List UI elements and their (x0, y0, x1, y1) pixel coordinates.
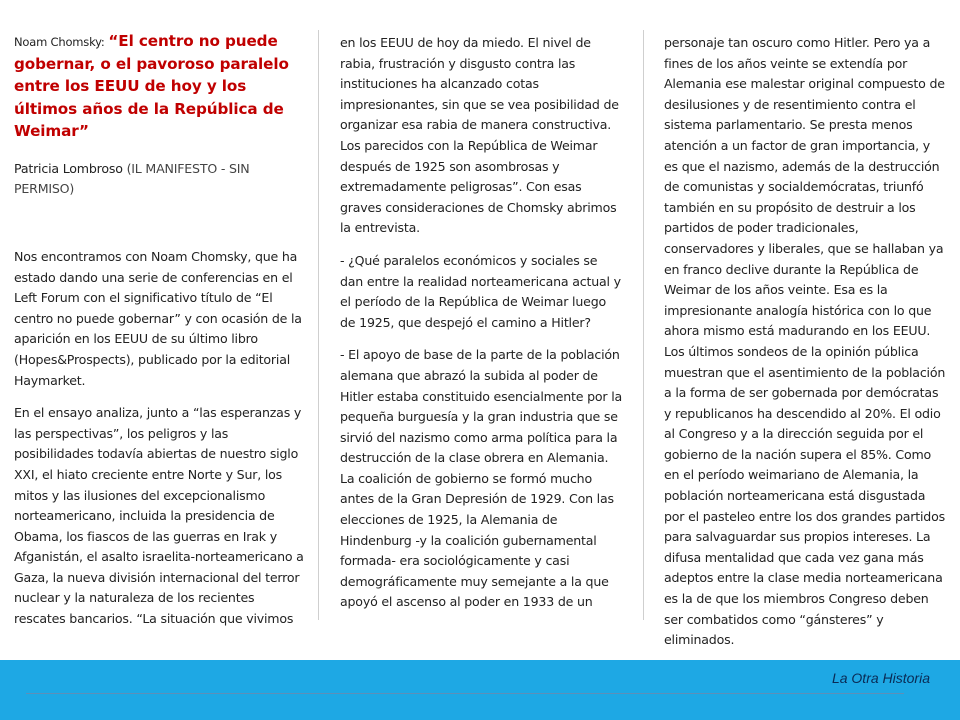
column-divider (643, 30, 644, 620)
headline-block (14, 30, 304, 143)
paragraph: En el ensayo analiza, junto a “las esperanzas y las perspectivas”, los peligros y las posibilidades todavía abiertas de nuestro siglo XXI, el hiato creciente entre Norte y Sur, los mitos y las ilusiones del excepcionalismo norteamericano, incluida la presidencia de Obama, los fiascos de las guerras en Irak y Afganistán, el asalto israelita-norteamericano a Gaza, la nueva división internacional del terror nuclear y la naturaleza de los recientes rescates bancarios. “La situación que vivimos (14, 405, 304, 627)
footer-bar (0, 660, 960, 720)
paragraph: personaje tan oscuro como Hitler. Pero ya a fines de los años veinte se extendía por Alemania ese malestar original compuesto de desilusiones y de resentimiento contra el sistema parlamentario. Se presta menos atención a un factor de gran importancia, y es que el nazismo, además de la destrucción de comunistas y socialdemócratas, triunfó también en su propósito de destruir a los partidos de poder tradicionales, conservadores y liberales, que se hallaban ya en franco declive durante la República de Weimar de los años veinte. Esa es la impresionante analogía histórica con lo que ahora mismo está madurando en los EEUU. Los últimos sondeos de la opinión pública muestran que el asentimiento de la población a la forma de ser gobernada por demócratas y republicanos ha descendido al 20%. El odio al Congreso y a la dirección seguida por el gobierno de la nación supera el 85%. Como en el período weimariano de Alemania, la población norteamericana está disgustada por el pasteleo entre los dos grandes partidos para salvaguardar sus propios intereses. La difusa mentalidad que cada vez gana más adeptos entre la clase media norteamericana es la de que los miembros Congreso deben ser combatidos como “gánsteres” y eliminados. (664, 35, 946, 648)
paragraph: en los EEUU de hoy da miedo. El nivel de rabia, frustración y disgusto contra las instituciones ha alcanzado cotas impresionantes, sin que se vea posibilidad de organizar esa rabia de manera constructiva. Los parecidos con la República de Weimar después de 1925 son asombrosas y extremadamente peligrosas”. Con esas graves consideraciones de Chomsky abrimos la entrevista. (340, 35, 619, 236)
article-column-3 (664, 33, 946, 660)
article-column-1 (14, 30, 304, 660)
author-line (14, 159, 304, 199)
column-1-body (14, 247, 304, 630)
paragraph: Nos encontramos con Noam Chomsky, que ha estado dando una serie de conferencias en el Left Forum con el significativo título de “El centro no puede gobernar” y con ocasión de la aparición en los EEUU de su último libro (Hopes&Prospects), publicado por la editorial Haymarket. (14, 248, 302, 388)
headline: “El centro no puede gobernar, o el pavoroso paralelo entre los EEUU de hoy y los últimos años de la República de Weimar” (14, 32, 289, 141)
column-divider (318, 30, 319, 620)
author-source: (IL MANIFESTO - SIN PERMISO) (14, 160, 250, 196)
footer-label: La Otra Historia (831, 670, 930, 686)
byline-name: Noam Chomsky (14, 35, 101, 49)
interview-question: - ¿Qué paralelos económicos y sociales se dan entre la realidad norteamericana actual y el período de la República de Weimar luego de 1925, que despejó el camino a Hitler? (340, 252, 621, 330)
footer-divider (26, 693, 904, 694)
article-column-2 (340, 33, 624, 660)
byline-separator: : (100, 35, 105, 49)
author-name: Patricia Lombroso (14, 160, 123, 176)
interview-answer: - El apoyo de base de la parte de la población alemana que abrazó la subida al poder de Hitler estaba constituido esencialmente por la pequeña burguesía y la gran industria que se sirvió del nazismo como arma política para la destrucción de la clase obrera en Alemania. La coalición de gobierno se formó mucho antes de la Gran Depresión de 1929. Con las elecciones de 1925, la Alemania de Hindenburg -y la coalición gubernamental formada- era sociológicamente y casi demográficamente muy semejante a la que apoyó el ascenso al poder en 1933 de un (340, 347, 623, 610)
